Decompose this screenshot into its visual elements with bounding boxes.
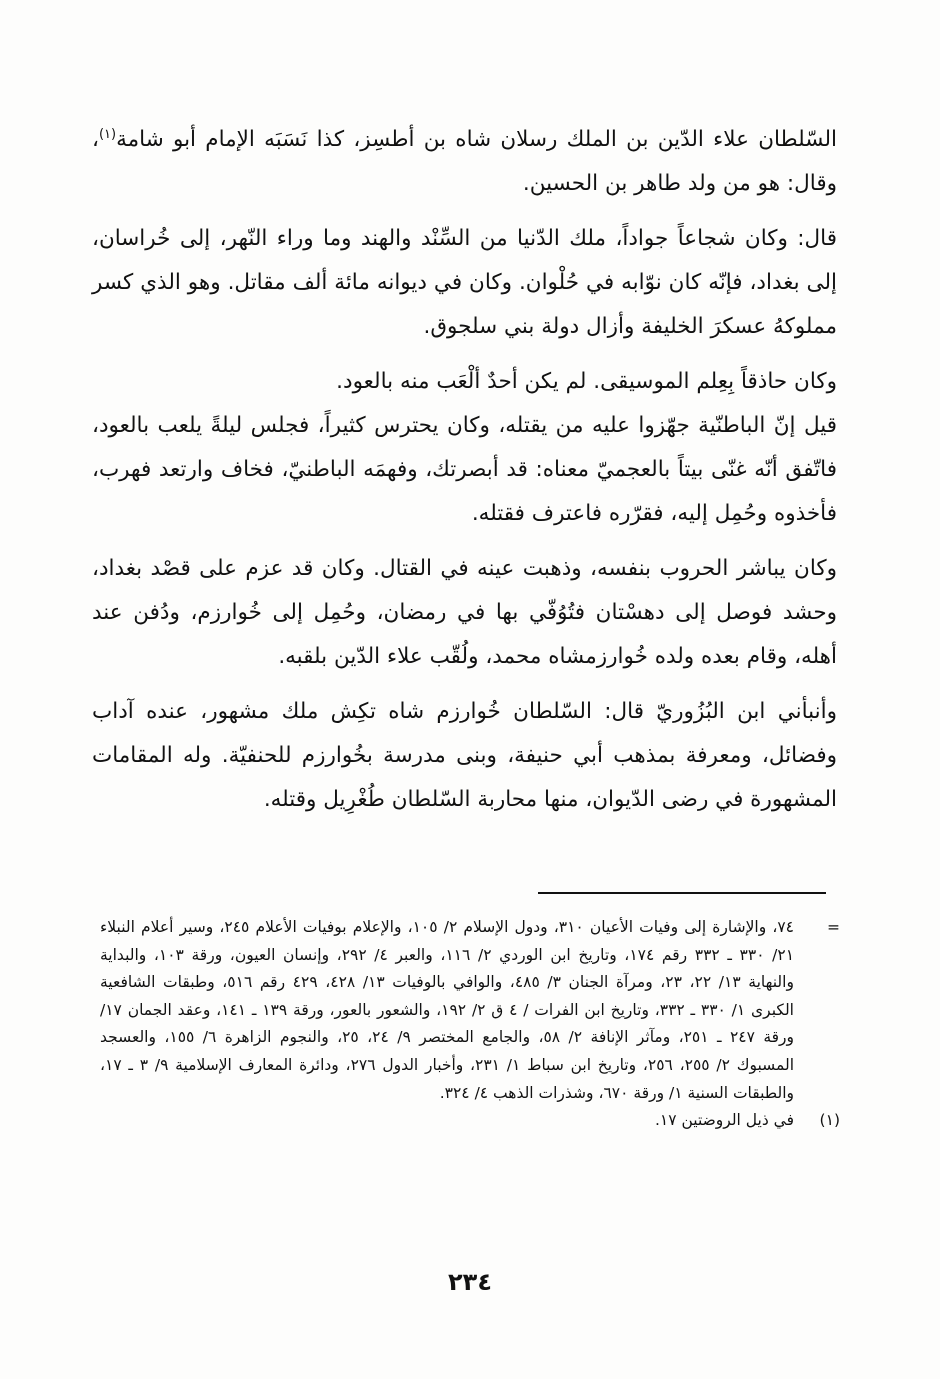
- paragraph-1-text: السّلطان علاء الدّين بن الملك رسلان شاه بن أطسِز، كذا نَسَبَه الإمام أبو شامة: [116, 127, 837, 152]
- footnote-1: [100, 1107, 840, 1135]
- footnote-reference[interactable]: (١): [98, 126, 117, 142]
- paragraph-1-tail: ، وقال: هو من ولد طاهر بن الحسين.: [92, 127, 837, 196]
- footnotes-section: [100, 914, 840, 1135]
- footnote-separator: [538, 892, 826, 894]
- footnote-continuation-mark: =: [827, 918, 840, 936]
- paragraph-5: وكان يباشر الحروب بنفسه، وذهبت عينه في القتال. وكان قد عزم على قصْد بغداد، وحشد فوصل إلى دهسْتان فتُوُفّي بها في رمضان، وحُمِل إلى خُوارزم، ودُفن عند أهله، وقام بعده ولده خُوارزمشاه محمد، ولُقّب علاء الدّين بلقبه.: [92, 556, 837, 669]
- footnote-1-text: في ذيل الروضتين ١٧.: [654, 1111, 794, 1130]
- paragraph-1: [92, 118, 837, 206]
- main-text: [92, 118, 837, 833]
- paragraph-6: وأنبأني ابن البُزُوريّ قال: السّلطان خُوارزم شاه تكِش ملك مشهور، عنده آداب وفضائل، ومعرفة بمذهب أبي حنيفة، وبنى مدرسة بخُوارزم للحنفيّة. وله المقامات المشهورة في رضى الدّيوان، منها محاربة السّلطان طُغْرِيل وقتله.: [92, 699, 837, 812]
- paragraph-3: وكان حاذقاً بِعِلم الموسيقى. لم يكن أحدٌ ألْعَب منه بالعود.: [336, 369, 837, 394]
- paragraph-4: قيل إنّ الباطنّية جهّزوا عليه من يقتله، وكان يحترس كثيراً، فجلس ليلةً يلعب بالعود، فاتّفق أنّه غنّى بيتاً بالعجميّ معناه: قد أبصرتك، وفهمَه الباطنيّ، فخاف وارتعد فهرب، فأخذوه وحُمِل إليه، فقرّره فاعترف فقتله.: [92, 413, 837, 526]
- footnote-continuation: [100, 914, 840, 1107]
- footnote-1-mark: (١): [819, 1111, 840, 1130]
- footnote-continuation-text: ٧٤، والإشارة إلى وفيات الأعيان ٣١٠، ودول الإسلام ٢/ ١٠٥، والإعلام بوفيات الأعلام ٢٤٥، وسير أعلام النبلاء ٢١/ ٣٣٠ ـ ٣٣٢ رقم ١٧٤، وتاريخ ابن الوردي ٢/ ١١٦، والعبر ٤/ ٢٩٢، وإنسان العيون، ورقة ١٠٣، والبداية والنهاية ١٣/ ٢٢، ٢٣، ومرآة الجنان ٣/ ٤٨٥، والوافي بالوفيات ١٣/ ٤٢٨، ٤٢٩ رقم ٥١٦، وطبقات الشافعية الكبرى ١/ ٣٣٠ ـ ٣٣٢، وتاريخ ابن الفرات / ٤ ق ٢/ ١٩٢، والشعور بالعور، ورقة ١٣٩ ـ ١٤١، وعقد الجمان ١٧/ ورقة ٢٤٧ ـ ٢٥١، ومآثر الإنافة ٢/ ٥٨، والجامع المختصر ٩/ ٢٤، ٢٥، والنجوم الزاهرة ٦/ ١٥٥، والعسجد المسبوك ٢/ ٢٥٥، ٢٥٦، وتاريخ ابن سباط ١/ ٢٣١، وأخبار الدول ٢٧٦، ودائرة المعارف الإسلامية ٩/ ٣ ـ ١٧، والطبقات السنية ١/ ورقة ٦٧٠، وشذرات الذهب ٤/ ٣٢٤.: [100, 918, 795, 1102]
- page-number: ٢٣٤: [448, 1268, 492, 1296]
- paragraph-2: قال: وكان شجاعاً جواداً، ملك الدّنيا من السِّنْد والهند وما وراء النّهر، إلى خُراسان، إلى بغداد، فإنّه كان نوّابه في حُلْوان. وكان في ديوانه مائة ألف مقاتل. وهو الذي كسر مملوكهُ عسكرَ الخليفة وأزال دولة بني سلجوق.: [92, 226, 837, 339]
